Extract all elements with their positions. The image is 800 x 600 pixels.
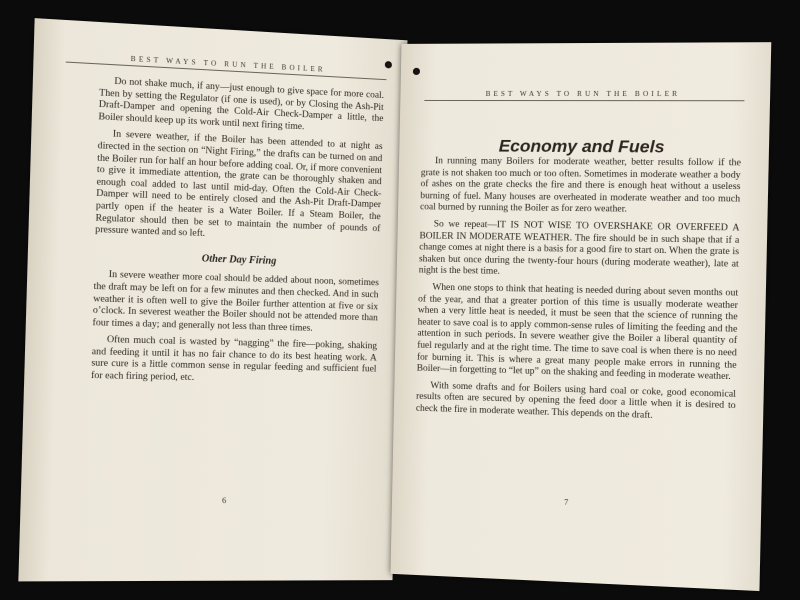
paragraph: Do not shake much, if any—just enough to give space for more coal. Then by setting the Regulator (if one is used), or by Closing the Ash-Pit Draft-Damper and opening the Cold-Air Check-Damper a little, the Boiler should keep up its work until next firing time. — [98, 76, 385, 133]
left-page — [18, 18, 407, 581]
section-heading: Other Day Firing — [201, 252, 277, 267]
left-page-text — [91, 76, 385, 393]
paragraph: In severe weather, if the Boiler has been attended to at night as directed in the section on “Night Firing,” the drafts can be turned on and the Boiler run for half an hour before adding coal. Or, if more convenient to give it immediate attention, the grate can be thoroughly shaken and enough coal added to last until mid-day. Often the Cold-Air Check-Damper will need to be entirely closed and the Ash-Pit Draft-Damper partly open if the heater is a Water Boiler. If a Steam Boiler, the Regulator should then be set to maintain the number of pounds of pressure wanted and so left. — [95, 129, 383, 240]
right-page-text — [416, 156, 741, 430]
paragraph: In severe weather more coal should be added about noon, sometimes the draft may be left on for a few minutes and then checked. And in such weather it is often well to give the Boiler further attention at five or six o’clock. In severest weather the Boiler should not be attended more than four times a day; and generally not less than three times. — [92, 270, 379, 334]
page-number-right: 7 — [564, 497, 569, 507]
paragraph: When one stops to think that heating is needed during about seven months out of the year, and that a greater portion of this time is usually moderate weather when a very little heat is needed, it must be seen that the science of running the heater to save coal is to apply common-sense rules of limiting the feeding and the attention in such periods. In severe weather give the Boiler a liberal quantity of fuel regularly and at the right time. The time to save coal is when there is no need for burning it. This is where a great many people make errors in running the Boiler—in forgetting to “let up” on the shaking and feeding in moderate weather. — [416, 282, 739, 383]
paragraph: So we repeat—IT IS NOT WISE TO OVERSHAKE OR OVERFEED A BOILER IN MODERATE WEATHER. The fire should be in such shape that if a change comes at night there is a basis for a good fire to start on. When the grate is shaken but once during the twenty-four hours (during moderate weather), late at night is the best time. — [418, 219, 740, 278]
staple-hole — [413, 68, 420, 75]
paragraph: In running many Boilers for moderate weather, better results follow if the grate is not shaken too much or too often. Sometimes in moderate weather a body of ashes on the grate checks the fire and there is enough heat without a useless burning of fuel. Many houses are overheated in moderate weather and too much coal burned by running the Boiler as for zero weather. — [419, 156, 742, 216]
paragraph: With some drafts and for Boilers using hard coal or coke, good economical results often are secured by opening the feed door a little when it is desired to check the fire in moderate weather. This depends on the draft. — [415, 380, 737, 421]
paragraph: Often much coal is wasted by “nagging” the fire—poking, shaking and feeding it until it has no fair chance to do its best heating work. A sure cure is a little common sense in regular feeding and sufficient fuel for each firing period, etc. — [90, 335, 378, 384]
running-head-right: BEST WAYS TO RUN THE BOILER — [424, 90, 744, 101]
running-head-left: BEST WAYS TO RUN THE BOILER — [66, 51, 387, 80]
right-page — [390, 42, 771, 591]
staple-hole — [385, 61, 392, 68]
page-number-left: 6 — [221, 495, 227, 506]
page-title: Economy and Fuels — [498, 136, 665, 157]
